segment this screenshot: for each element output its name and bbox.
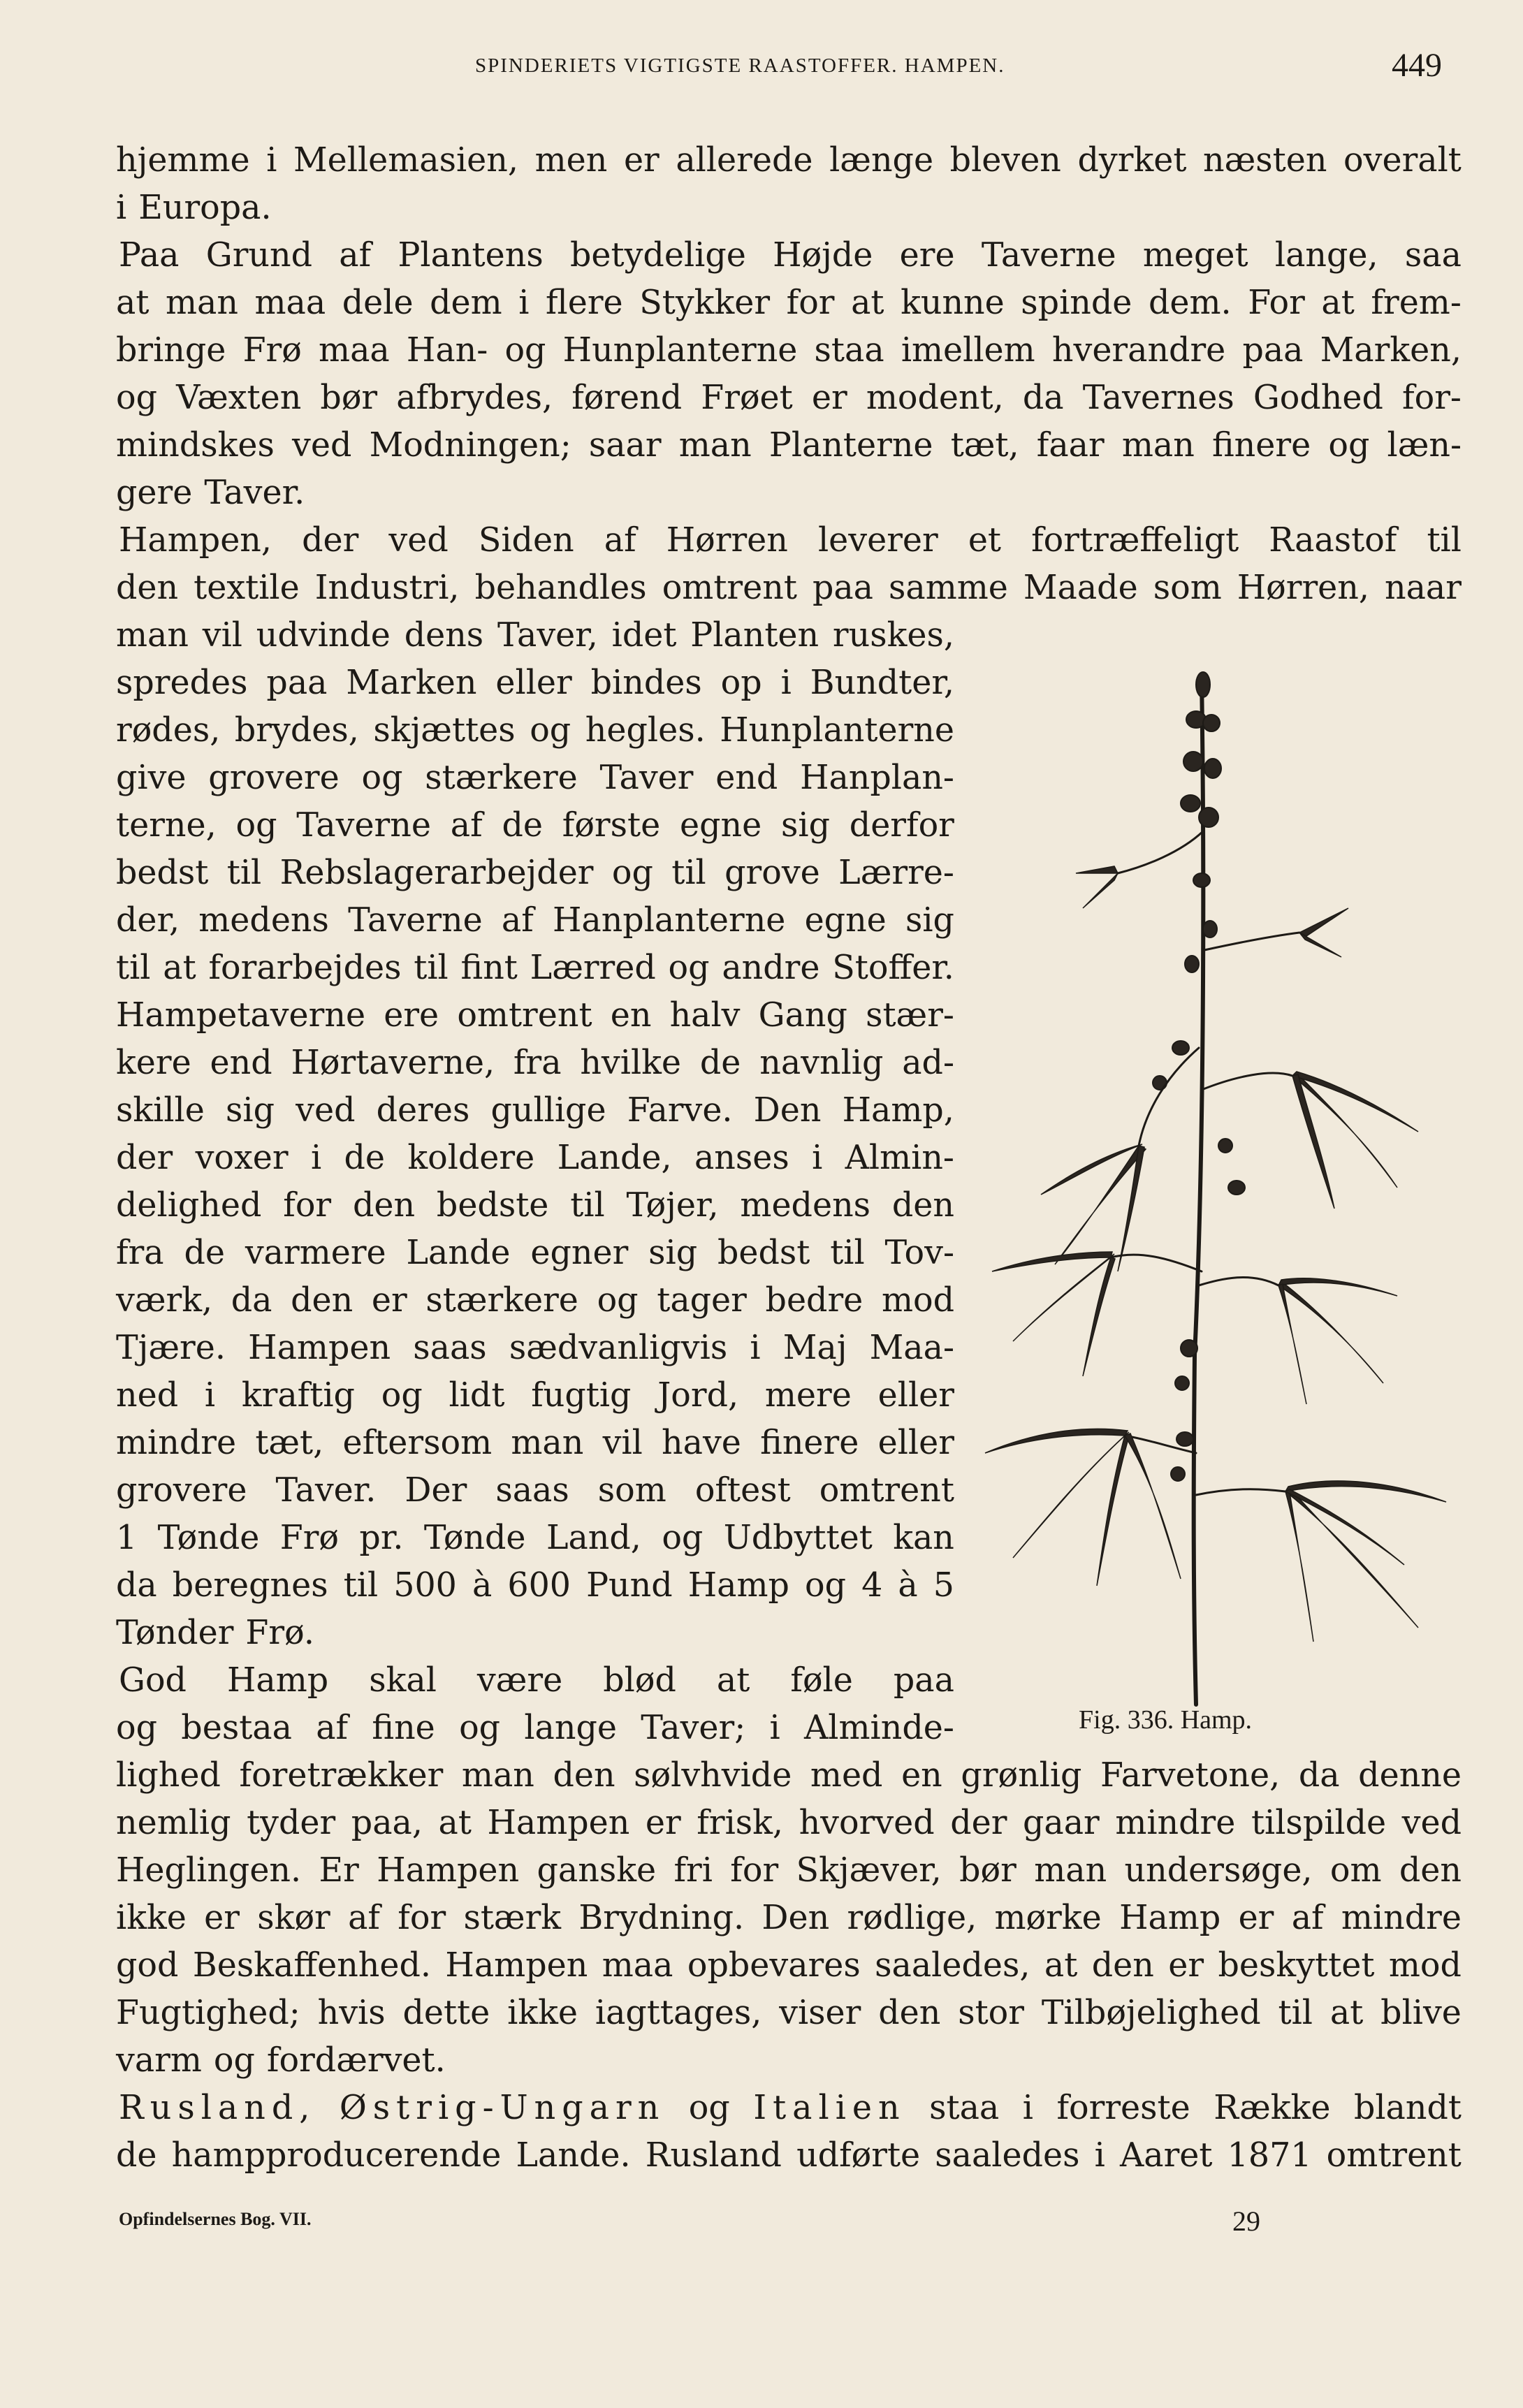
text-line: Rusland, Østrig-Ungarn og Italien staa i forreste Række blandt bbox=[119, 2089, 1462, 2127]
text-line: den textile Industri, behandles omtrent paa samme Maade som Hørren, naar bbox=[116, 569, 1462, 607]
hemp-plant-engraving-icon bbox=[971, 657, 1460, 1732]
text-line: hjemme i Mellemasien, men er allerede længe bleven dyrket næsten overalt bbox=[116, 141, 1462, 180]
running-head: SPINDERIETS VIGTIGSTE RAASTOFFER. HAMPEN. bbox=[475, 54, 1005, 77]
text-line: ikke er skør af for stærk Brydning. Den rødlige, mørke Hamp er af mindre bbox=[116, 1899, 1462, 1937]
text-line: der voxer i de koldere Lande, anses i Almin- bbox=[116, 1139, 954, 1177]
text-line: og Væxten bør afbrydes, førend Frøet er modent, da Tavernes Godhed for- bbox=[116, 379, 1462, 417]
text-line: skille sig ved deres gullige Farve. Den Hamp, bbox=[116, 1091, 954, 1130]
text-line: bringe Frø maa Han- og Hunplanterne staa imellem hverandre paa Marken, bbox=[116, 331, 1462, 370]
text-line: Fugtighed; hvis dette ikke iagttages, viser den stor Tilbøjelighed til at blive bbox=[116, 1994, 1462, 2032]
text-line: til at forarbejdes til fint Lærred og andre Stoffer. bbox=[116, 949, 954, 987]
text-line: mindre tæt, eftersom man vil have finere eller bbox=[116, 1424, 954, 1462]
text-line: fra de varmere Lande egner sig bedst til Tov- bbox=[116, 1234, 954, 1272]
text-line: lighed foretrækker man den sølvhvide med en grønlig Farvetone, da denne bbox=[116, 1756, 1462, 1795]
text-line: 1 Tønde Frø pr. Tønde Land, og Udbyttet kan bbox=[116, 1519, 954, 1557]
text-line: God Hamp skal være blød at føle paa bbox=[119, 1661, 954, 1700]
text-line: god Beskaffenhed. Hampen maa opbevares saaledes, at den er beskyttet mod bbox=[116, 1946, 1462, 1985]
text-line: ned i kraftig og lidt fugtig Jord, mere eller bbox=[116, 1376, 954, 1415]
text-line: nemlig tyder paa, at Hampen er frisk, hvorved der gaar mindre tilspilde ved bbox=[116, 1804, 1462, 1842]
text-line: terne, og Taverne af de første egne sig derfor bbox=[116, 806, 954, 845]
text-line: de hampproducerende Lande. Rusland udførte saaledes i Aaret 1871 omtrent bbox=[116, 2136, 1462, 2175]
text-line: værk, da den er stærkere og tager bedre mod bbox=[116, 1281, 954, 1320]
figure-caption: Fig. 336. Hamp. bbox=[1079, 1705, 1253, 1735]
text-line: delighed for den bedste til Tøjer, medens den bbox=[116, 1186, 954, 1225]
page-number: 449 bbox=[1392, 47, 1442, 84]
text-line: i Europa. bbox=[116, 189, 272, 227]
text-line: Tønder Frø. bbox=[116, 1614, 314, 1652]
text-line: at man maa dele dem i flere Stykker for at kunne spinde dem. For at frem- bbox=[116, 284, 1462, 322]
text-line: varm og fordærvet. bbox=[116, 2041, 446, 2080]
text-line: mindskes ved Modningen; saar man Planterne tæt, faar man finere og læn- bbox=[116, 426, 1462, 465]
sheet-number: 29 bbox=[1232, 2205, 1260, 2237]
text-line: rødes, brydes, skjættes og hegles. Hunplanterne bbox=[116, 711, 954, 750]
text-line: gere Taver. bbox=[116, 474, 305, 512]
text-line: spredes paa Marken eller bindes op i Bundter, bbox=[116, 664, 954, 702]
text-line: man vil udvinde dens Taver, idet Planten ruskes, bbox=[116, 616, 954, 655]
text-line: Hampetaverne ere omtrent en halv Gang stær- bbox=[116, 996, 954, 1035]
text-line: give grovere og stærkere Taver end Hanplan- bbox=[116, 759, 954, 797]
text-line: da beregnes til 500 à 600 Pund Hamp og 4 à 5 bbox=[116, 1566, 954, 1605]
text-line: Tjære. Hampen saas sædvanligvis i Maj Maa- bbox=[116, 1329, 954, 1367]
text-line: bedst til Rebslagerarbejder og til grove Lærre- bbox=[116, 854, 954, 892]
text-line: Heglingen. Er Hampen ganske fri for Skjæver, bør man undersøge, om den bbox=[116, 1851, 1462, 1890]
text-line: der, medens Taverne af Hanplanterne egne sig bbox=[116, 901, 954, 940]
text-line: Hampen, der ved Siden af Hørren leverer et fortræffeligt Raastof til bbox=[119, 521, 1462, 560]
text-line: grovere Taver. Der saas som oftest omtrent bbox=[116, 1471, 954, 1510]
printer-signature: Opfindelsernes Bog. VII. bbox=[119, 2209, 312, 2229]
text-line: og bestaa af fine og lange Taver; i Alminde- bbox=[116, 1709, 954, 1747]
text-line: kere end Hørtaverne, fra hvilke de navnlig ad- bbox=[116, 1044, 954, 1082]
text-line: Paa Grund af Plantens betydelige Højde ere Taverne meget lange, saa bbox=[119, 236, 1462, 275]
